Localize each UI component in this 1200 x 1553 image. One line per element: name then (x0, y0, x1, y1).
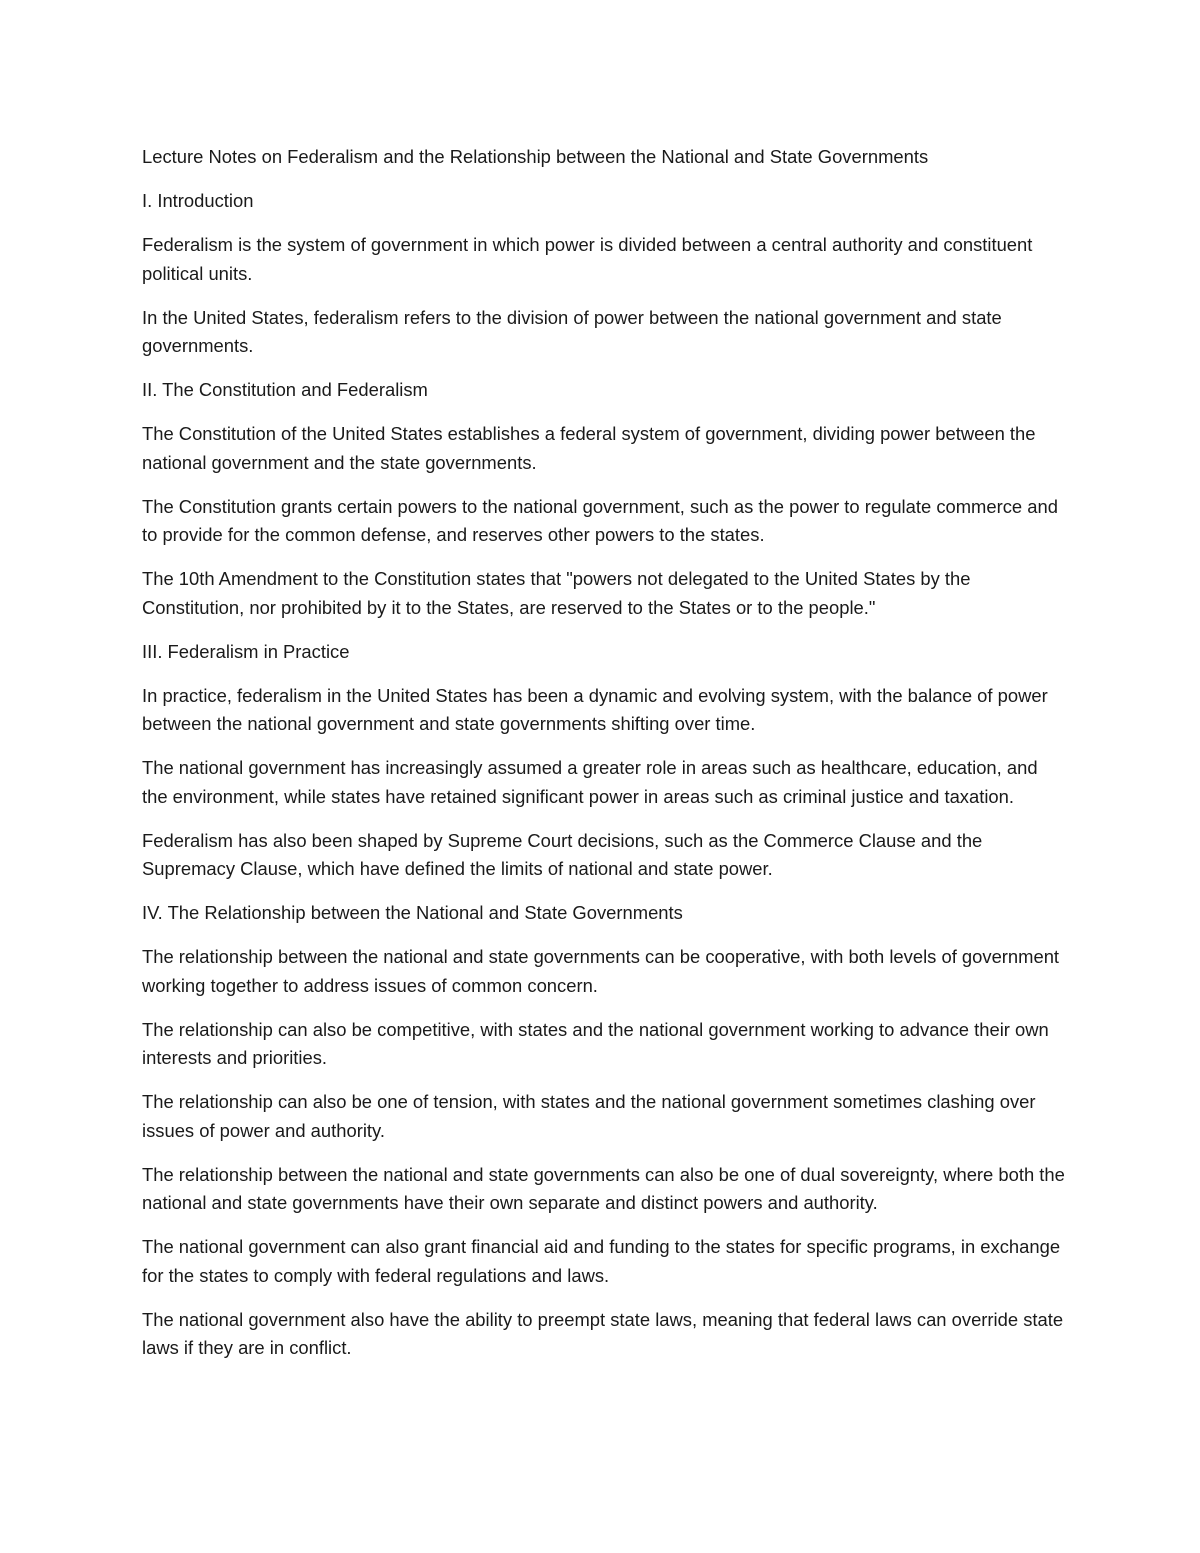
section-heading: I. Introduction (142, 190, 254, 211)
document-body (142, 143, 1067, 1378)
paragraph: The relationship can also be competitive, with states and the national government working to advance their own interests and priorities. (142, 1018, 1049, 1068)
paragraph: The national government can also grant financial aid and funding to the states for specific programs, in exchange for the states to comply with federal regulations and laws. (142, 1236, 1061, 1286)
section-heading: IV. The Relationship between the National and State Governments (142, 902, 683, 923)
paragraph: The Constitution grants certain powers to the national government, such as the power to regulate commerce and to provide for the common defense, and reserves other powers to the states. (142, 495, 1058, 545)
paragraph: The relationship between the national and state governments can also be one of dual sovereignty, where both the national and state governments have their own separate and distinct powers and authority. (142, 1163, 1065, 1213)
paragraph: The national government also have the ability to preempt state laws, meaning that federal laws can override state laws if they are in conflict. (142, 1308, 1064, 1358)
document-title: Lecture Notes on Federalism and the Relationship between the National and State Governments (142, 146, 929, 167)
paragraph: Federalism has also been shaped by Supreme Court decisions, such as the Commerce Clause and the Supremacy Clause, which have defined the limits of national and state power. (142, 829, 983, 879)
paragraph: The national government has increasingly assumed a greater role in areas such as healthcare, education, and the environment, while states have retained significant power in areas such as criminal justice and taxation. (142, 757, 1038, 807)
section-heading: III. Federalism in Practice (142, 640, 350, 662)
paragraph: In practice, federalism in the United States has been a dynamic and evolving system, with the balance of power between the national government and state governments shifting over time. (142, 684, 1048, 734)
paragraph: The 10th Amendment to the Constitution states that "powers not delegated to the United States by the Constitution, nor prohibited by it to the States, are reserved to the States or to the people." (142, 568, 971, 618)
paragraph: In the United States, federalism refers to the division of power between the national government and state governments. (142, 306, 1002, 356)
paragraph: The relationship can also be one of tension, with states and the national government sometimes clashing over issues of power and authority. (142, 1091, 1036, 1141)
paragraph: Federalism is the system of government in which power is divided between a central authority and constituent political units. (142, 234, 1033, 284)
paragraph: The relationship between the national and state governments can be cooperative, with both levels of government working together to address issues of common concern. (142, 946, 1060, 996)
paragraph: The Constitution of the United States establishes a federal system of government, dividing power between the national government and the state governments. (142, 423, 1036, 473)
section-heading: II. The Constitution and Federalism (142, 379, 428, 400)
